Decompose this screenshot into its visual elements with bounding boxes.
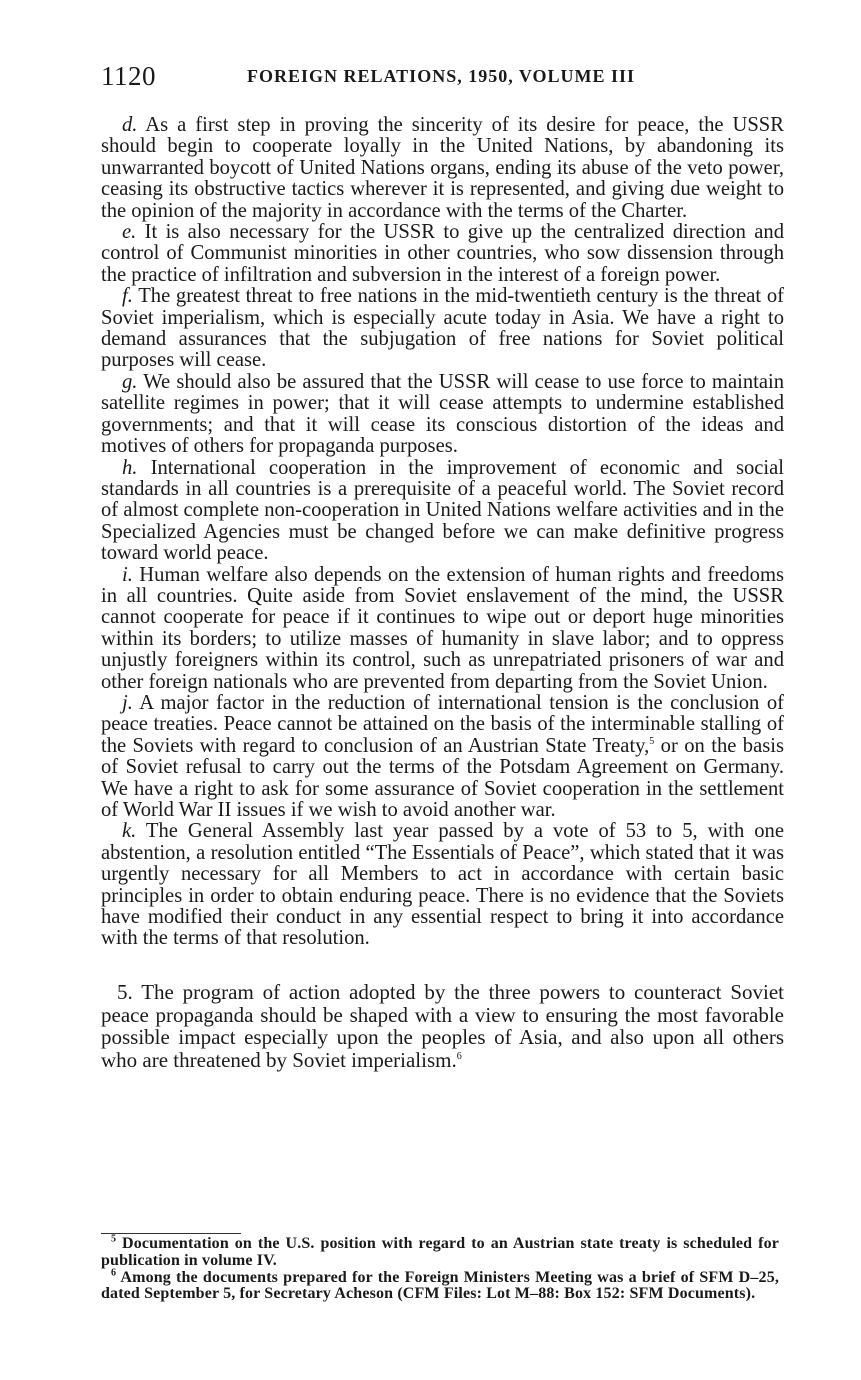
paragraph-text-continued: or on the basis of Soviet refusal to carry out the terms of the Potsdam Agreement on Germany. We have a right to ask for some assurance of Soviet cooperation in the settlement of World War II issues if we wish to avoid another war. bbox=[101, 734, 784, 821]
paragraph-k bbox=[101, 821, 784, 949]
paragraph-f bbox=[101, 286, 784, 372]
footnotes bbox=[101, 1233, 779, 1303]
paragraph-text: 5. The program of action adopted by the three powers to counteract Soviet peace propaganda should be shaped with a view to ensuring the most favorable possible impact especially upon the peoples of Asia, and also upon all others who are threatened by Soviet imperialism. bbox=[101, 979, 784, 1073]
page-header bbox=[101, 58, 791, 94]
paragraph-letter: e. bbox=[122, 221, 137, 244]
running-head: FOREIGN RELATIONS, 1950, VOLUME III bbox=[247, 66, 636, 86]
footnote-divider bbox=[101, 1233, 241, 1234]
paragraph-letter: d. bbox=[122, 114, 138, 136]
paragraph-letter: g. bbox=[122, 370, 138, 393]
paragraph-letter: f. bbox=[122, 285, 133, 308]
paragraph-e bbox=[101, 222, 784, 286]
paragraph-i bbox=[101, 565, 784, 693]
paragraph-text: International cooperation in the improvement of economic and social standards in all countries is a prerequisite of a peaceful world. The Soviet record of almost complete non-cooperation in United Nations welfare activities and in the Specialized Agencies must be changed before we can make definitive progress toward world peace. bbox=[101, 456, 784, 565]
paragraph-text: The General Assembly last year passed by a vote of 53 to 5, with one abstention, a resolution entitled “The Essentials of Peace”, which stated that it was urgently necessary for all Members to act in accordance with certain basic principles in order to obtain enduring peace. There is no evidence that the Soviets have modified their conduct in any essential respect to bring it into accordance with the terms of that resolution. bbox=[101, 820, 784, 950]
footnote-text: Documentation on the U.S. position with regard to an Austrian state treaty is scheduled for publication in volume IV. bbox=[101, 1235, 779, 1269]
paragraph-5 bbox=[101, 981, 784, 1072]
footnote-5 bbox=[101, 1233, 779, 1270]
paragraph-text: The greatest threat to free nations in the mid-twentieth century is the threat of Soviet imperialism, which is especially acute today in Asia. We have a right to demand assurances that the subjugation of free nations for Soviet political purposes will cease. bbox=[101, 285, 784, 372]
paragraph-letter: h. bbox=[122, 456, 138, 479]
paragraph-text: As a first step in proving the sincerity of its desire for peace, the USSR should begin to cooperate loyally in the United Nations, by abandoning its unwarranted boycott of United Nations organs, ending its abuse of the veto power, ceasing its obstructive tactics wherever it is represented, and giving due weight to the opinion of the majority in accordance with the terms of the Charter. bbox=[101, 114, 784, 222]
footnote-marker: 6 bbox=[111, 1267, 117, 1279]
paragraph-letter: j. bbox=[122, 691, 133, 714]
paragraph-h bbox=[101, 458, 784, 565]
footnote-6 bbox=[101, 1267, 779, 1304]
paragraph-text: A major factor in the reduction of international tension is the conclusion of peace treaties. Peace cannot be attained on the basis of the interminable stalling of the Soviets with regard to conclusion of an Austrian State Treaty, bbox=[101, 691, 784, 757]
footnote-reference[interactable]: 6 bbox=[456, 1051, 462, 1063]
footnote-marker: 5 bbox=[111, 1233, 117, 1245]
footnote-reference[interactable]: 5 bbox=[649, 735, 655, 747]
paragraph-letter: i. bbox=[122, 563, 133, 586]
footnote-text: Among the documents prepared for the Foreign Ministers Meeting was a brief of SFM D–25, dated September 5, for Secretary Acheson (CFM Files: Lot M–88: Box 152: SFM Documents). bbox=[101, 1268, 779, 1303]
page-number: 1120 bbox=[101, 61, 156, 91]
paragraph-text: It is also necessary for the USSR to give up the centralized direction and control of Communist minorities in other countries, who sow dissension through the practice of infiltration and subversion in the interest of a foreign power. bbox=[101, 221, 784, 286]
paragraph-text: We should also be assured that the USSR will cease to use force to maintain satellite regimes in power; that it will cease attempts to undermine established governments; and that it will cease its conscious distortion of the ideas and motives of others for propaganda purposes. bbox=[101, 370, 784, 458]
paragraph-letter: k. bbox=[122, 820, 137, 843]
paragraph-d bbox=[101, 115, 784, 222]
paragraph-text: Human welfare also depends on the extension of human rights and freedoms in all countries. Quite aside from Soviet enslavement of the mind, the USSR cannot cooperate for peace if it continues to wipe out or deport huge minorities within its borders; to utilize masses of humanity in slave labor; and to oppress unjustly foreigners within its control, such as unrepatriated prisoners of war and other foreign nationals who are prevented from departing from the Soviet Union. bbox=[101, 563, 784, 693]
body-text bbox=[101, 115, 784, 1093]
paragraph-j bbox=[101, 693, 784, 821]
paragraph-g bbox=[101, 372, 784, 458]
